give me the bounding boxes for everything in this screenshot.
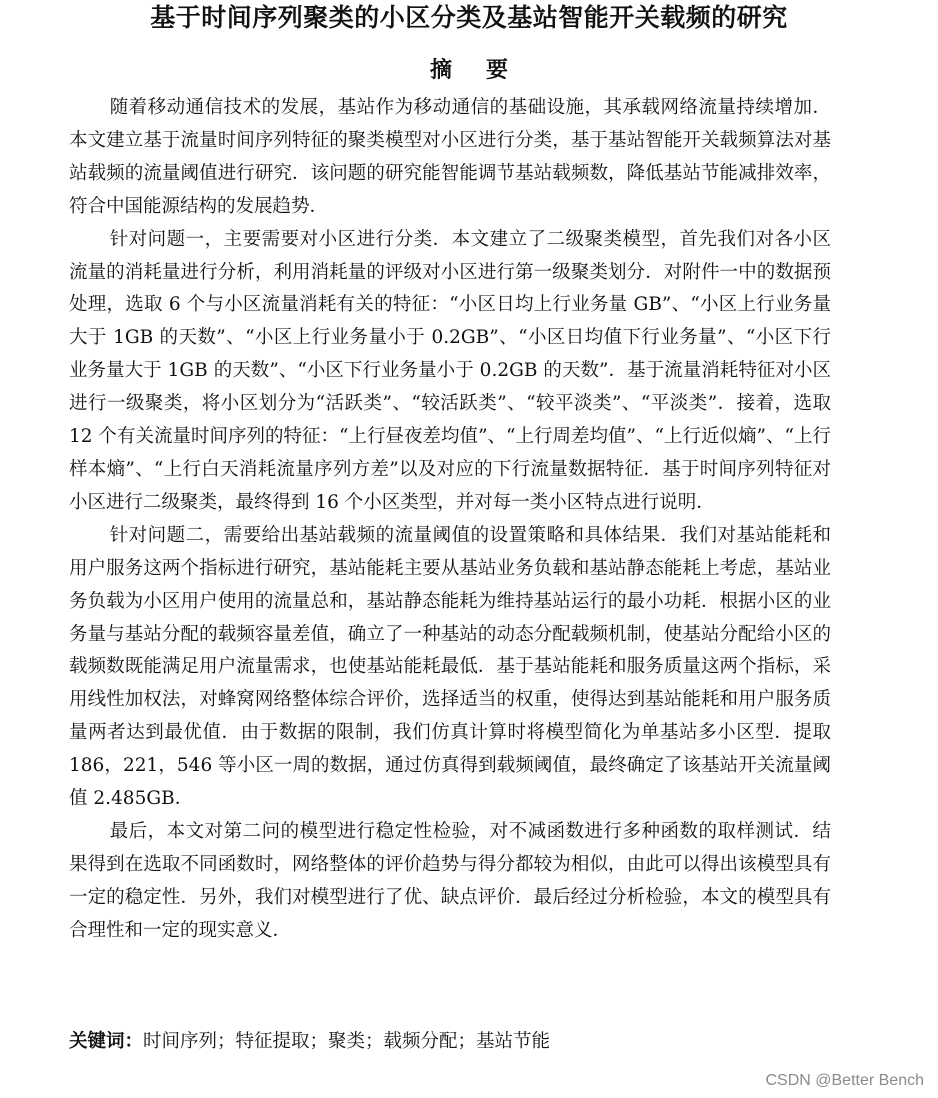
watermark: CSDN @Better Bench bbox=[765, 1072, 924, 1089]
keywords-label: 关键词： bbox=[69, 1031, 144, 1052]
abstract-paragraph-conclusion: 最后，本文对第二问的模型进行稳定性检验，对不减函数进行多种函数的取样测试．结果得到在选取不同函数时，网络整体的评价趋势与得分都较为相似，由此可以得出该模型具有一定的稳定性．另外，我们对模型进行了优、缺点评价．最后经过分析检验，本文的模型具有合理性和一定的现实意义． bbox=[69, 820, 831, 941]
keywords-line bbox=[69, 1026, 550, 1058]
keywords-text: 时间序列；特征提取；聚类；载频分配；基站节能 bbox=[143, 1031, 551, 1052]
abstract-paragraph-intro: 随着移动通信技术的发展，基站作为移动通信的基础设施，其承载网络流量持续增加．本文建立基于流量时间序列特征的聚类模型对小区进行分类，基于基站智能开关载频算法对基站载频的流量阈值进行研究．该问题的研究能智能调节基站载频数，降低基站节能减排效率，符合中国能源结构的发展趋势． bbox=[69, 97, 831, 217]
abstract-heading: 摘 要 bbox=[429, 58, 522, 83]
abstract-paragraph-problem-2: 针对问题二，需要给出基站载频的流量阈值的设置策略和具体结果．我们对基站能耗和用户服务这两个指标进行研究，基站能耗主要从基站业务负载和基站静态能耗上考虑，基站业务负载为小区用户使用的流量总和，基站静态能耗为维持基站运行的最小功耗．根据小区的业务量与基站分配的载频容量差值，确立了一种基站的动态分配载频机制，使基站分配给小区的载频数既能满足用户流量需求，也使基站能耗最低．基于基站能耗和服务质量这两个指标，采用线性加权法，对蜂窝网络整体综合评价，选择适当的权重，使得达到基站能耗和用户服务质量两者达到最优值．由于数据的限制，我们仿真计算时将模型简化为单基站多小区型．提取 186，221，546 等小区一周的数据，通过仿真得到载频阈值，最终确定了该基站开关流量阈值 2.485GB． bbox=[69, 524, 831, 810]
abstract-body bbox=[69, 92, 831, 948]
abstract-paragraph-problem-1: 针对问题一，主要需要对小区进行分类．本文建立了二级聚类模型，首先我们对各小区流量的消耗量进行分析，利用消耗量的评级对小区进行第一级聚类划分．对附件一中的数据预处理，选取 6 个与小区流量消耗有关的特征：“小区日均上行业务量 GB”、“小区上行业务量大于 1GB 的天数”、“小区上行业务量小于 0.2GB”、“小区日均值下行业务量”、“小区下行业务量大于 1GB 的天数”、“小区下行业务量小于 0.2GB 的天数”．基于流量消耗特征对小区进行一级聚类，将小区划分为“活跃类”、“较活跃类”、“较平淡类”、“平淡类”．接着，选取 12 个有关流量时间序列的特征：“上行昼夜差均值”、“上行周差均值”、“上行近似熵”、“上行样本熵”、“上行白天消耗流量序列方差”以及对应的下行流量数据特征．基于时间序列特征对小区进行二级聚类，最终得到 16 个小区类型，并对每一类小区特点进行说明． bbox=[69, 228, 831, 513]
paper-title: 基于时间序列聚类的小区分类及基站智能开关载频的研究 bbox=[150, 3, 788, 32]
